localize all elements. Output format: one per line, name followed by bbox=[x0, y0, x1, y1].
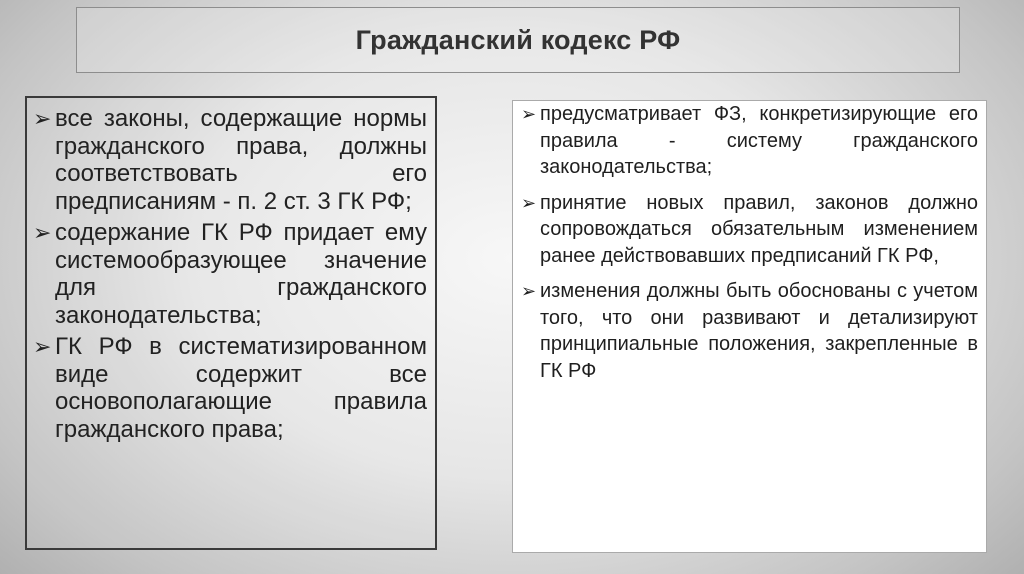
left-list-item-3 bbox=[33, 333, 427, 443]
arrow-bullet-icon: ➢ bbox=[33, 334, 52, 359]
left-list-item-2 bbox=[33, 219, 427, 329]
arrow-bullet-icon: ➢ bbox=[521, 192, 537, 213]
title-box bbox=[76, 7, 960, 73]
right-panel bbox=[512, 100, 987, 553]
arrow-bullet-icon: ➢ bbox=[33, 220, 52, 245]
right-item-text-2: принятие новых правил, законов должно сопровождаться обязательным изменением ранее действовавших предписаний ГК РФ, bbox=[540, 191, 978, 267]
left-panel bbox=[25, 96, 437, 550]
left-bullet-list bbox=[33, 105, 427, 443]
left-list-item-1 bbox=[33, 105, 427, 215]
right-list-item-2 bbox=[521, 190, 978, 270]
left-item-text-2: содержание ГК РФ придает ему системообразующее значение для гражданского законодательства; bbox=[55, 219, 427, 329]
arrow-bullet-icon: ➢ bbox=[521, 281, 537, 301]
right-list-item-1 bbox=[521, 101, 978, 181]
arrow-bullet-icon: ➢ bbox=[33, 106, 52, 131]
right-bullet-list bbox=[521, 101, 978, 384]
left-item-text-3: ГК РФ в систематизированном виде содержит все основополагающие правила гражданского права; bbox=[55, 333, 427, 443]
left-item-text-1: все законы, содержащие нормы гражданского права, должны соответствовать его предписаниям - п. 2 ст. 3 ГК РФ; bbox=[55, 105, 427, 215]
right-item-text-3: изменения должны быть обоснованы с учетом того, что они развивают и детализируют принципиальные положения, закрепленные в ГК РФ bbox=[540, 280, 978, 382]
slide-title: Гражданский кодекс РФ bbox=[355, 24, 681, 55]
arrow-bullet-icon: ➢ bbox=[521, 104, 537, 124]
right-item-text-1: предусматривает ФЗ, конкретизирующие его правила - систему гражданского законодательства; bbox=[540, 103, 978, 178]
right-list-item-3 bbox=[521, 278, 978, 384]
